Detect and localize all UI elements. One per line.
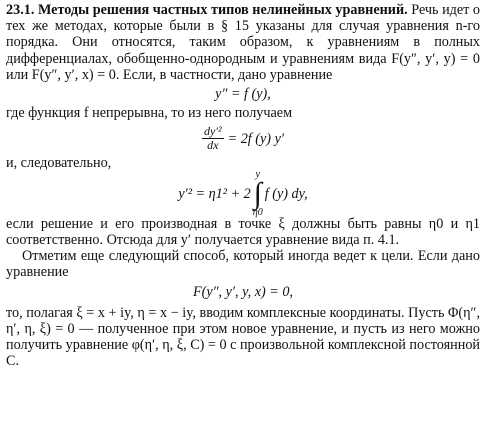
paragraph-5: Отметим еще следующий способ, который иногда ведет к цели. Если дано уравнение (6, 248, 480, 281)
paragraph-1: Речь идет о тех же методах, которые были в § 15 указаны для случая уравнения n-го порядка. Они относятся, таким образом, к уравнениям в полных дифференциалах, обобщенно-однородным и уравнениям вида F(y″, y′, y) = 0 или F(y″, y′, x) = 0. Если, в частности, дано уравнение (6, 2, 481, 83)
fraction-denominator: dx (207, 138, 219, 153)
integral-upper-limit: y (255, 168, 260, 180)
paragraph-6: то, полагая ξ = x + iy, η = x − iy, вводим комплексные координаты. Пусть Φ(η″, η′, η, ξ) = 0 — полученное при этом новое уравнение, и пусть из него можно получить уравнение φ(η′, η, ξ, C) = 0 с произвольной комплексной постоянной C. (6, 304, 480, 370)
fraction (202, 125, 224, 152)
integral-lower-limit: η0 (252, 206, 263, 218)
formula-4: F(y″, y′, y, x) = 0, (192, 284, 294, 301)
formula-2-rhs: = 2f (y) y′ (227, 130, 284, 147)
fraction-numerator: dy′² (204, 124, 222, 139)
integral (253, 170, 263, 218)
formula-1: y″ = f (y), (215, 86, 271, 103)
formula-3-lhs: y′² = η1² + 2 (178, 185, 251, 202)
paragraph-4: если решение и его производная в точке ξ должны быть равны η0 и η1 соответственно. Отсюда для y′ получается уравнение вида п. 4.1. (6, 215, 480, 248)
formula-2 (6, 123, 480, 153)
section-title: Методы решения частных типов нелинейных уравнений. (37, 2, 408, 18)
integral-sign-icon: ∫ (253, 176, 262, 210)
section-heading-paragraph (6, 2, 480, 83)
formula-3-rhs: f (y) dy, (264, 185, 308, 202)
formula-3 (6, 168, 480, 218)
paragraph-2: где функция f непрерывна, то из него получаем (6, 105, 293, 122)
section-number: 23.1. (6, 2, 35, 18)
paragraph-3: и, следовательно, (6, 155, 112, 172)
